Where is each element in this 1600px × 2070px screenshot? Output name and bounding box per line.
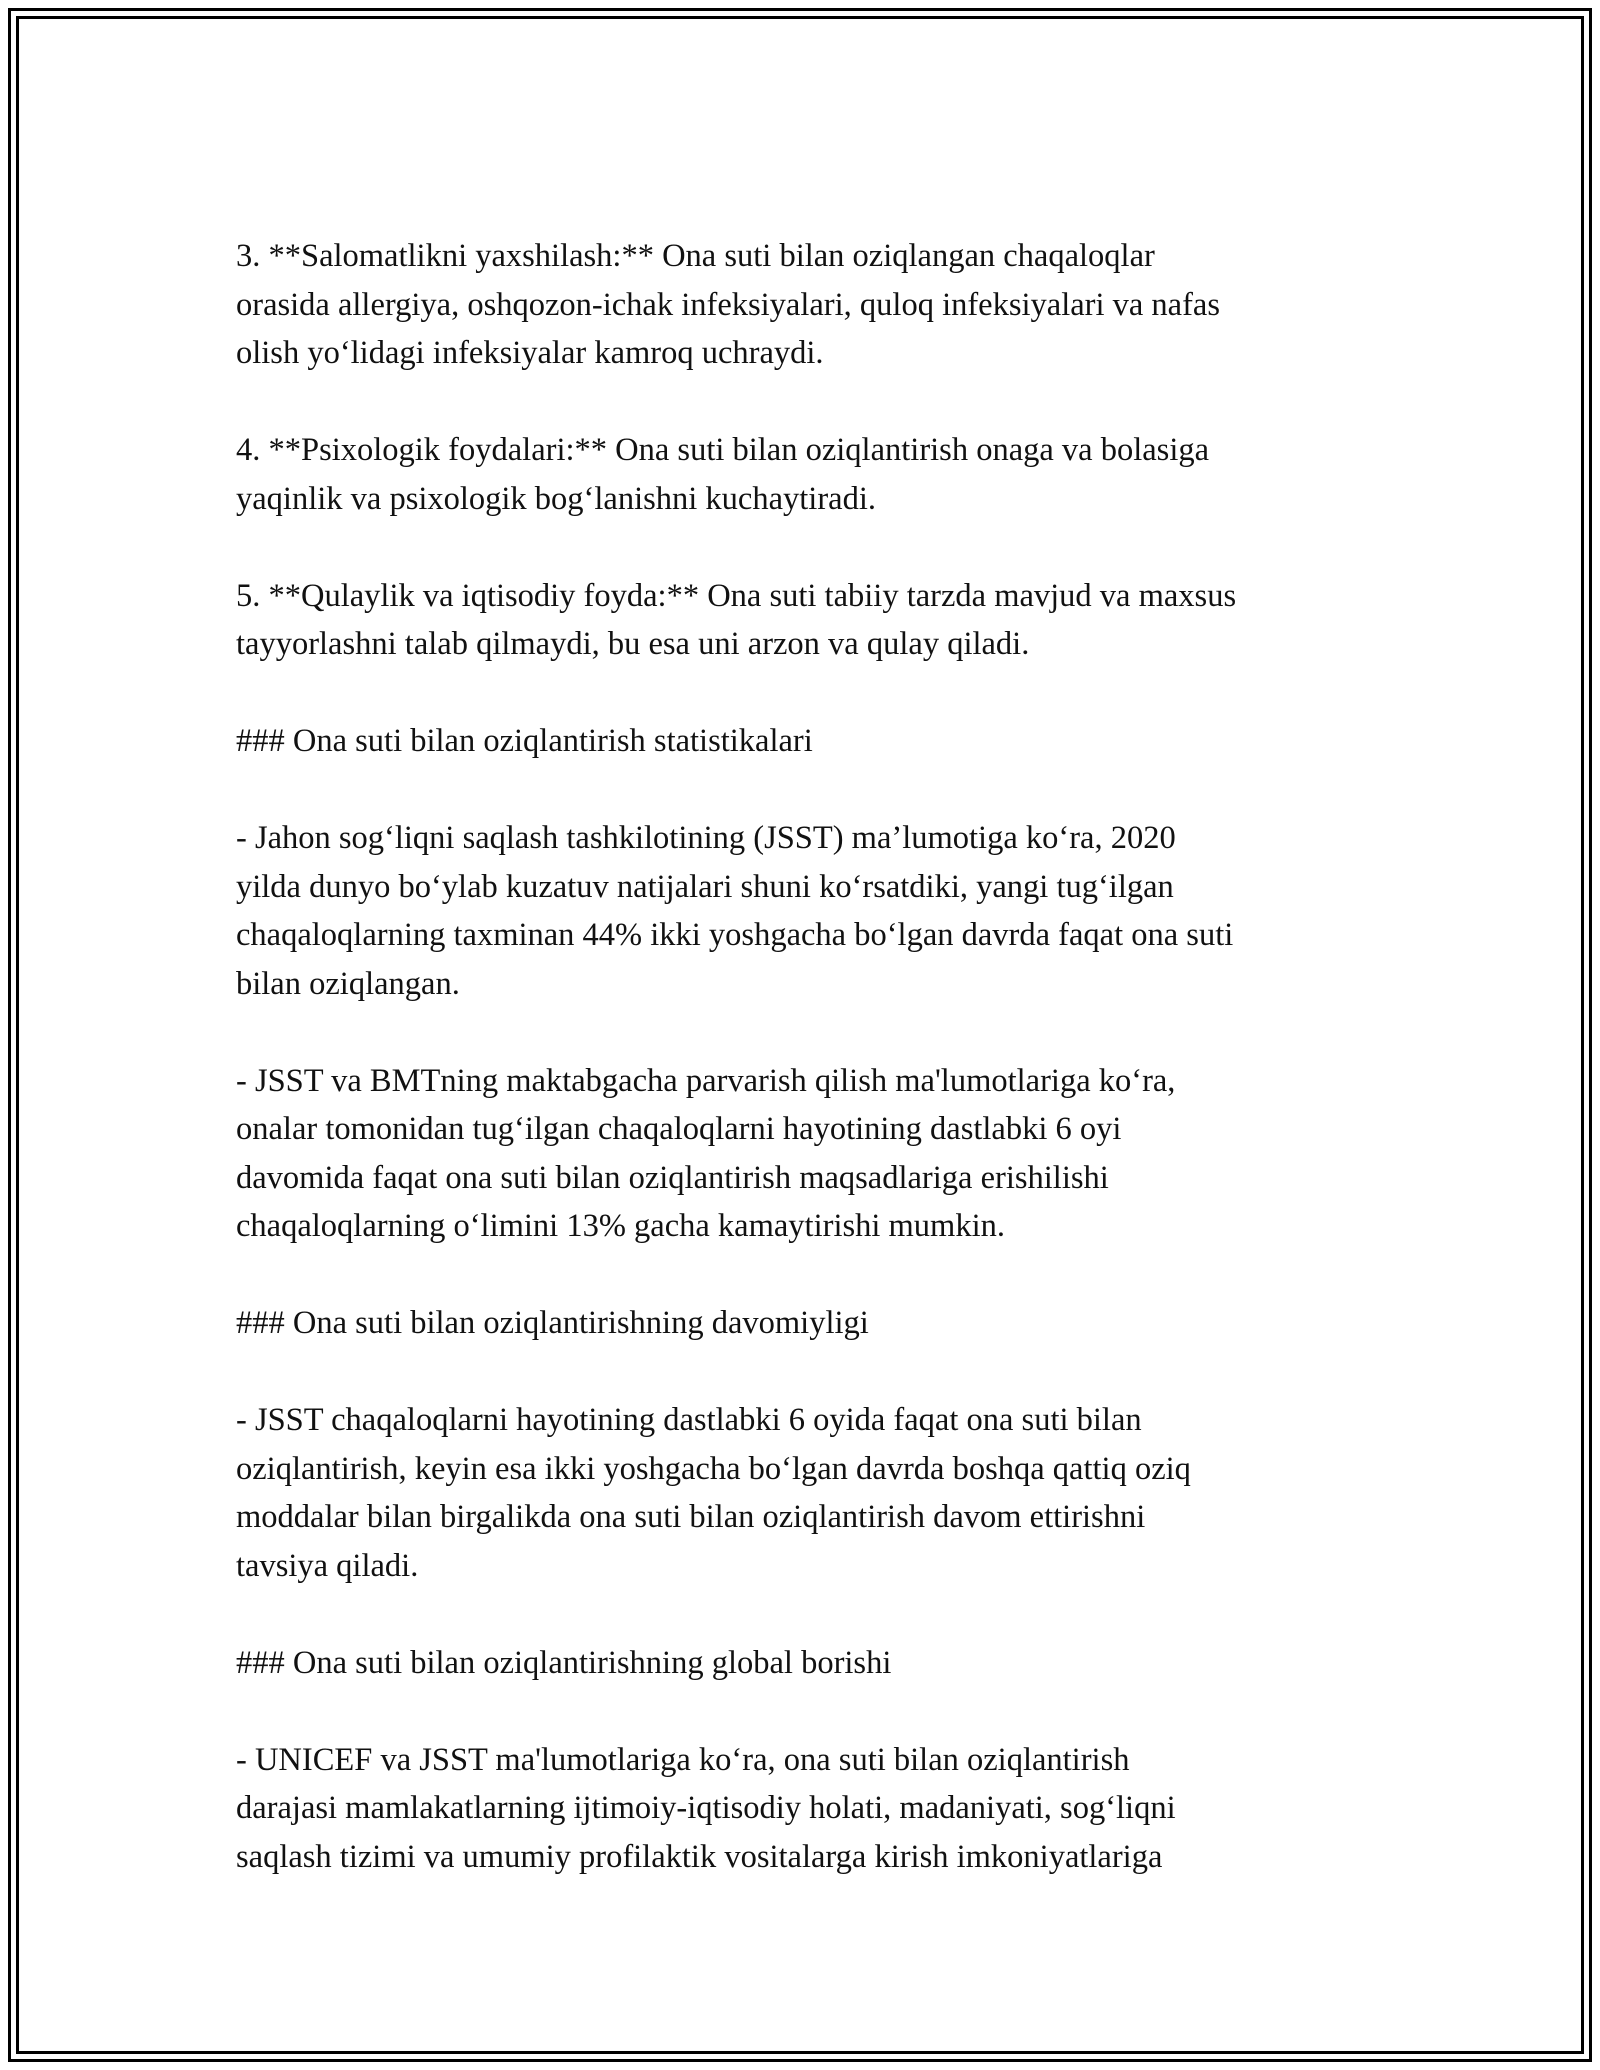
section-heading-global-trend: ### Ona suti bilan oziqlantirishning global borishi bbox=[236, 1644, 892, 1681]
bullet-who-2020-statistic: - Jahon sog‘liqni saqlash tashkilotining (JSST) ma’lumotiga ko‘ra, 2020 yilda dunyo bo‘ylab kuzatuv natijalari shuni ko‘rsatdiki, yangi tug‘ilgan chaqaloqlarning taxminan 44% ikki yoshgacha bo‘lgan davrda faqat ona suti bilan oziqlangan. bbox=[236, 820, 1234, 1002]
list-item-psychological-benefits: 4. **Psixologik foydalari:** Ona suti bilan oziqlantirish onaga va bolasiga yaqinlik va psixologik bog‘lanishni kuchaytiradi. bbox=[236, 432, 1210, 517]
document-body bbox=[236, 232, 1366, 1881]
bullet-who-recommendation: - JSST chaqaloqlarni hayotining dastlabki 6 oyida faqat ona suti bilan oziqlantirish, keyin esa ikki yoshgacha bo‘lgan davrda boshqa qattiq oziq moddalar bilan birgalikda ona suti bilan oziqlantirish davom ettirishni tavsiya qiladi. bbox=[236, 1402, 1191, 1584]
list-item-convenience-economy: 5. **Qulaylik va iqtisodiy foyda:** Ona suti tabiiy tarzda mavjud va maxsus tayyorlashni talab qilmaydi, bu esa uni arzon va qulay qiladi. bbox=[236, 577, 1237, 662]
section-heading-duration: ### Ona suti bilan oziqlantirishning davomiyligi bbox=[236, 1305, 869, 1341]
bullet-who-un-mortality: - JSST va BMTning maktabgacha parvarish qilish ma'lumotlariga ko‘ra, onalar tomonidan tug‘ilgan chaqaloqlarni hayotining dastlabki 6 oyi davomida faqat ona suti bilan oziqlantirish maqsadlariga erishilishi chaqaloqlarning o‘limini 13% gacha kamaytirishi mumkin. bbox=[236, 1062, 1176, 1244]
bullet-unicef-who-rates: - UNICEF va JSST ma'lumotlariga ko‘ra, ona suti bilan oziqlantirish darajasi mamlakatlarning ijtimoiy-iqtisodiy holati, madaniyati, sog‘liqni saqlash tizimi va umumiy profilaktik vositalarga kirish imkoniyatlariga bbox=[236, 1741, 1176, 1875]
section-heading-statistics: ### Ona suti bilan oziqlantirish statistikalari bbox=[236, 723, 813, 759]
list-item-health-benefits: 3. **Salomatlikni yaxshilash:** Ona suti bilan oziqlangan chaqaloqlar orasida allergiya, oshqozon-ichak infeksiyalari, quloq infeksiyalari va nafas olish yo‘lidagi infeksiyalar kamroq uchraydi. bbox=[236, 238, 1220, 371]
